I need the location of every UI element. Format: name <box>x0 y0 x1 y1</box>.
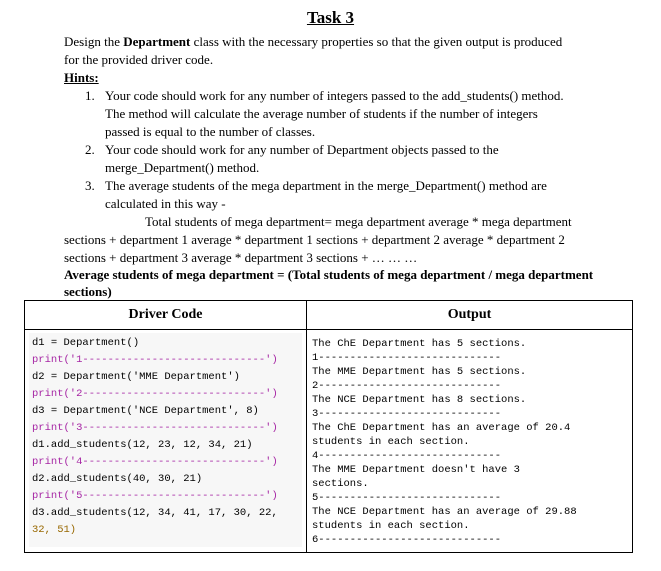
output-line: 6----------------------------- <box>312 534 502 546</box>
hint-3-line-1: The average students of the mega department in the merge_Department() method are <box>105 178 547 193</box>
code-line: print('5-----------------------------') <box>32 490 278 502</box>
output-header: Output <box>307 301 633 330</box>
average-formula-line-2: sections) <box>64 284 112 299</box>
output-line: The MME Department doesn't have 3 <box>312 464 520 476</box>
output-line: 2----------------------------- <box>312 380 502 392</box>
intro-line-2: for the provided driver code. <box>64 52 214 67</box>
page-title: Task 3 <box>306 8 355 27</box>
intro-text: class with the necessary properties so that the given output is produced <box>190 34 563 49</box>
code-line: d3.add_students(12, 34, 41, 17, 30, 22, <box>32 507 278 519</box>
hint-1-line-2: The method will calculate the average number of students if the number of integers <box>105 106 538 121</box>
output-line: 5----------------------------- <box>312 492 502 504</box>
code-line: print('1-----------------------------') <box>32 354 278 366</box>
code-line: print('4-----------------------------') <box>32 456 278 468</box>
output-line: 4----------------------------- <box>312 450 502 462</box>
output-line: students in each section. <box>312 436 470 448</box>
code-line: d3 = Department('NCE Department', 8) <box>32 405 259 417</box>
intro-text: Design the <box>64 34 124 49</box>
code-line: d1.add_students(12, 23, 12, 34, 21) <box>32 439 253 451</box>
class-name: Department <box>123 34 191 49</box>
output-block <box>307 330 632 550</box>
output-cell <box>307 330 633 553</box>
output-line: 3----------------------------- <box>312 408 502 420</box>
code-line: d2.add_students(40, 30, 21) <box>32 473 203 485</box>
hint-2-line-2: merge_Department() method. <box>105 160 260 175</box>
output-line: The ChE Department has an average of 20.4 <box>312 422 571 434</box>
hint-1-line-3: passed is equal to the number of classes. <box>105 124 316 139</box>
output-line: students in each section. <box>312 520 470 532</box>
hint-1-line-1: Your code should work for any number of integers passed to the add_students() method. <box>105 88 564 103</box>
code-output-table <box>24 300 633 553</box>
output-line: The MME Department has 5 sections. <box>312 366 527 378</box>
formula-line-1: Total students of mega department= mega department average * mega department <box>145 214 572 229</box>
driver-code-block <box>29 333 302 547</box>
hint-3-line-2: calculated in this way - <box>105 196 226 211</box>
code-line: print('3-----------------------------') <box>32 422 278 434</box>
output-line: sections. <box>312 478 369 490</box>
hint-2-line-1: Your code should work for any number of Department objects passed to the <box>105 142 499 157</box>
hint-number: 3. <box>85 178 95 193</box>
code-line: 32, 51) <box>32 524 77 536</box>
output-line: 1----------------------------- <box>312 352 502 364</box>
driver-code-cell <box>25 330 307 553</box>
output-line: The NCE Department has 8 sections. <box>312 394 527 406</box>
hint-number: 2. <box>85 142 95 157</box>
formula-line-3: sections + department 3 average * department 3 sections + … … … <box>64 250 418 265</box>
output-line: The NCE Department has an average of 29.88 <box>312 506 577 518</box>
output-line: The ChE Department has 5 sections. <box>312 338 527 350</box>
driver-code-header: Driver Code <box>25 301 307 330</box>
code-line: print('2-----------------------------') <box>32 388 278 400</box>
average-formula-line-1: Average students of mega department = (Total students of mega department / mega department <box>64 267 594 282</box>
code-line: d1 = Department() <box>32 337 140 349</box>
code-line: d2 = Department('MME Department') <box>32 371 240 383</box>
hint-number: 1. <box>85 88 95 103</box>
intro-line-1 <box>64 33 562 51</box>
formula-line-2: sections + department 1 average * department 1 sections + department 2 average * department 2 <box>64 232 565 247</box>
hints-label: Hints: <box>64 70 99 85</box>
